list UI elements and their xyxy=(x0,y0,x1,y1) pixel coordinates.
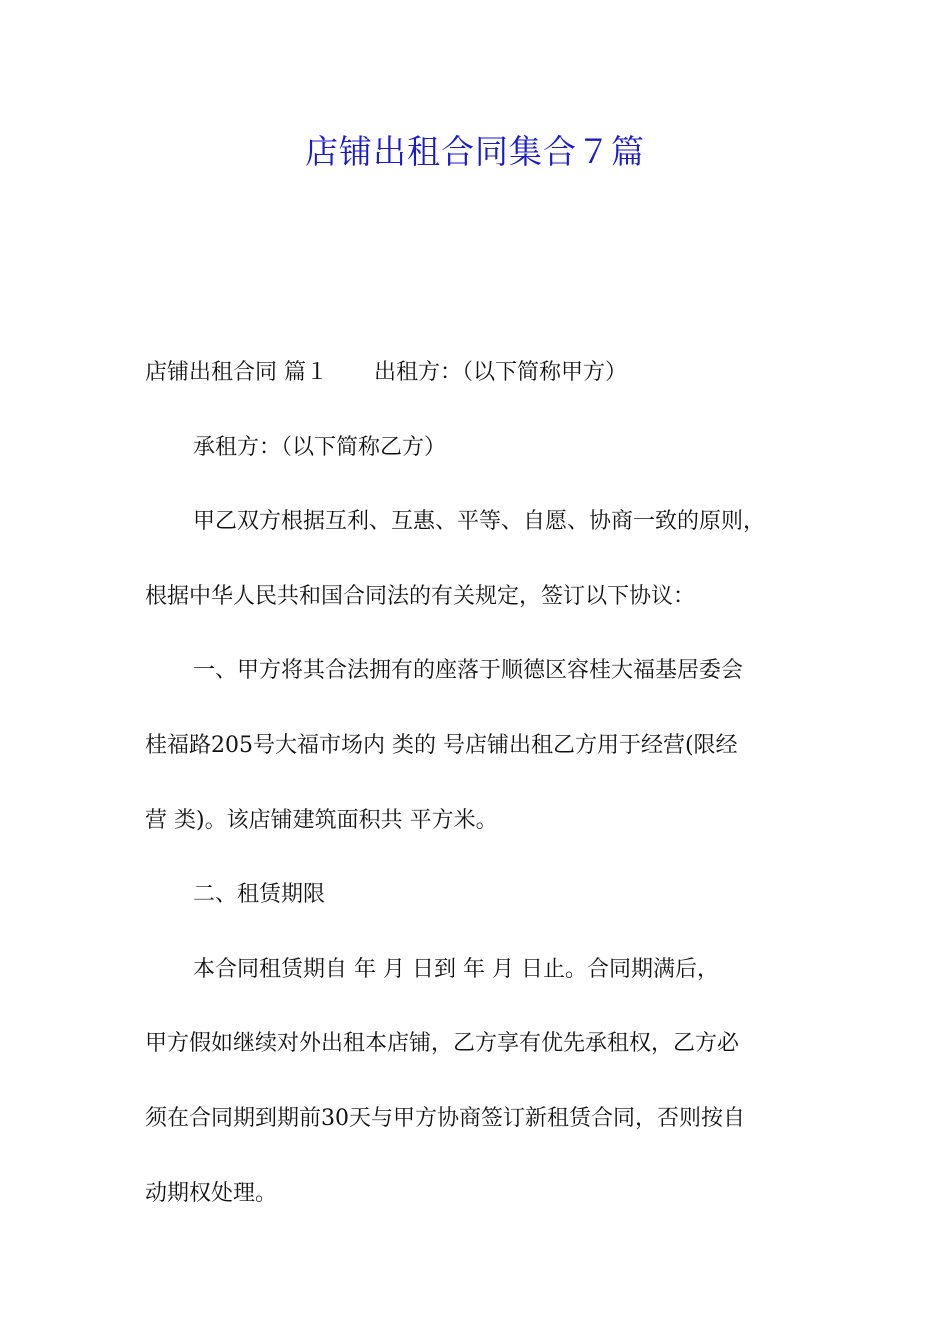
paragraph-line: 甲方假如继续对外出租本店铺，乙方享有优先承租权，乙方必 xyxy=(145,1031,740,1057)
paragraph-line: 承租方：（以下简称乙方） xyxy=(193,434,447,460)
paragraph-line: 一、甲方将其合法拥有的座落于顺德区容桂大福基居委会 xyxy=(193,658,744,684)
paragraph-line: 本合同租赁期自 年 月 日到 年 月 日止。合同期满后， xyxy=(193,956,719,982)
lessor-label: 出租方：（以下简称甲方） xyxy=(374,360,628,385)
paragraph-line: 桂福路205号大福市场内 类的 号店铺出租乙方用于经营(限经 xyxy=(145,732,738,758)
document-title: 店铺出租合同集合７篇 xyxy=(305,132,645,171)
paragraph-line: 根据中华人民共和国合同法的有关规定，签订以下协议： xyxy=(145,583,696,609)
paragraph-line: 甲乙双方根据互利、互惠、平等、自愿、协商一致的原则， xyxy=(193,509,766,535)
paragraph-line xyxy=(145,336,815,411)
paragraph-line: 营 类)。该店铺建筑面积共 平方米。 xyxy=(145,807,498,833)
section-heading: 店铺出租合同 篇１ xyxy=(145,360,328,385)
paragraph-line: 二、租赁期限 xyxy=(193,882,326,908)
paragraph-line: 动期权处理。 xyxy=(145,1180,278,1206)
paragraph-line: 须在合同期到期前30天与甲方协商签订新租赁合同，否则按自 xyxy=(145,1105,745,1131)
document-body xyxy=(145,336,815,1231)
